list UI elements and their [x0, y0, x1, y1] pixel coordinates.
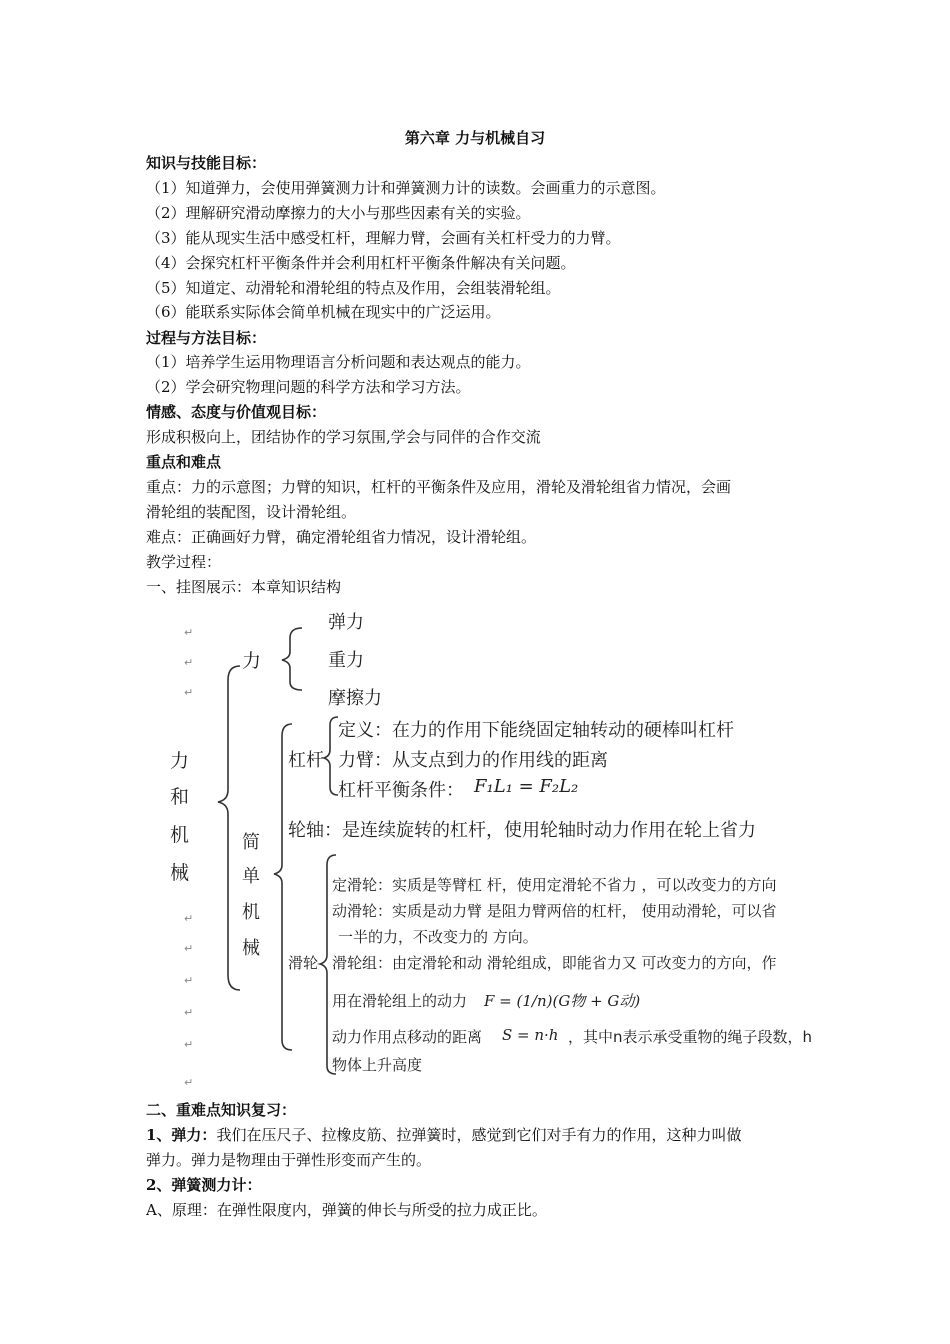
- paragraph-mark: ↵: [184, 626, 194, 639]
- elastic-label: 1、弹力：: [146, 1126, 217, 1144]
- paragraph-mark: ↵: [184, 974, 194, 987]
- pulley-item: 动力作用点移动的距离: [332, 1028, 483, 1046]
- spring-heading: 2、弹簧测力计：: [146, 1176, 262, 1194]
- force-item: 弹力: [328, 612, 364, 633]
- process-item: （1）培养学生运用物理语言分析问题和表达观点的能力。: [146, 353, 531, 371]
- principle-text: A、原理：在弹性限度内，弹簧的伸长与所受的拉力成正比。: [146, 1201, 547, 1219]
- knowledge-item: （4）会探究杠杆平衡条件并会利用杠杆平衡条件解决有关问题。: [146, 254, 576, 272]
- lever-brace: [324, 717, 338, 795]
- part2-heading: 二、重难点知识复习：: [146, 1101, 297, 1119]
- knowledge-structure-diagram: [140, 600, 860, 1100]
- pulley-item: 滑轮组：由定滑轮和动 滑轮组成，即能省力又 可改变力的方向，作: [332, 954, 777, 972]
- elastic-text2: 弹力。弹力是物理由于弹性形变而产生的。: [146, 1151, 432, 1169]
- knowledge-item: （5）知道定、动滑轮和滑轮组的特点及作用，会组装滑轮组。: [146, 279, 561, 297]
- root-char: 械: [170, 862, 190, 884]
- elastic-text: 我们在压尺子、拉橡皮筋、拉弹簧时，感觉到它们对手有力的作用，这种力叫做: [216, 1126, 742, 1144]
- force-item: 重力: [328, 650, 364, 671]
- root-char: 力: [170, 750, 190, 772]
- pulley-item: 物体上升高度: [332, 1056, 423, 1074]
- page-title: 第六章 力与机械自习: [404, 129, 546, 147]
- root-char: 机: [170, 824, 190, 846]
- knowledge-item: （2）理解研究滑动摩擦力的大小与那些因素有关的实验。: [146, 204, 531, 222]
- emotion-heading: 情感、态度与价值观目标：: [146, 403, 327, 421]
- force-item: 摩擦力: [328, 688, 382, 709]
- wheel-axle-text: 轮轴：是连续旋转的杠杆，使用轮轴时动力作用在轮上省力: [288, 820, 756, 841]
- pulley-label: 滑轮: [288, 954, 319, 972]
- root-char: 和: [170, 786, 190, 808]
- simple-char: 单: [242, 866, 260, 887]
- paragraph-mark: ↵: [184, 1076, 194, 1089]
- pulley-formula: F = (1/n)(G物 + G动): [484, 992, 641, 1010]
- paragraph-mark: ↵: [184, 1038, 194, 1051]
- pulley-item: 用在滑轮组上的动力: [332, 992, 468, 1010]
- simple-char: 简: [242, 832, 260, 853]
- knowledge-item: （3）能从现实生活中感受杠杆，理解力臂，会画有关杠杆受力的力臂。: [146, 229, 621, 247]
- pulley-item: 动滑轮：实质是动力臂 是阻力臂两倍的杠杆， 使用动滑轮，可以省: [332, 902, 777, 920]
- simple-brace: [274, 724, 292, 1050]
- lever-label: 杠杆: [288, 750, 324, 771]
- lever-item: 杠杆平衡条件：: [338, 780, 464, 801]
- emotion-text: 形成积极向上，团结协作的学习氛围,学会与同伴的合作交流: [146, 428, 541, 446]
- paragraph-mark: ↵: [184, 656, 194, 669]
- part1-heading: 一、挂图展示：本章知识结构: [146, 578, 342, 596]
- paragraph-mark: ↵: [184, 1006, 194, 1019]
- lever-item: 定义：在力的作用下能绕固定轴转动的硬棒叫杠杆: [338, 720, 734, 741]
- simple-char: 械: [242, 938, 260, 959]
- distance-note: ，其中n表示承受重物的绳子段数，h: [568, 1028, 813, 1046]
- pulley-item: 定滑轮：实质是等臂杠 杆，使用定滑轮不省力 ，可以改变力的方向: [332, 876, 777, 894]
- root-brace: [218, 666, 240, 990]
- paragraph-mark: ↵: [184, 686, 194, 699]
- process-label: 教学过程：: [146, 553, 222, 571]
- difficulty-text: 难点：正确画好力臂，确定滑轮组省力情况，设计滑轮组。: [146, 528, 537, 546]
- process-heading: 过程与方法目标：: [146, 329, 267, 347]
- process-item: （2）学会研究物理问题的科学方法和学习方法。: [146, 378, 471, 396]
- key-heading: 重点和难点: [146, 453, 222, 471]
- paragraph-mark: ↵: [184, 912, 194, 925]
- knowledge-item: （6）能联系实际体会简单机械在现实中的广泛运用。: [146, 303, 501, 321]
- knowledge-item: （1）知道弹力，会使用弹簧测力计和弹簧测力计的读数。会画重力的示意图。: [146, 179, 666, 197]
- pulley-item: 一半的力，不改变力的 方向。: [338, 928, 538, 946]
- paragraph-mark: ↵: [184, 942, 194, 955]
- force-label: 力: [242, 650, 262, 672]
- key-points-line2: 滑轮组的装配图，设计滑轮组。: [146, 503, 357, 521]
- force-brace: [282, 628, 302, 690]
- distance-formula: S = n·h: [502, 1026, 559, 1044]
- simple-char: 机: [242, 902, 260, 923]
- lever-item: 力臂：从支点到力的作用线的距离: [338, 750, 608, 771]
- elastic-line: [146, 1125, 741, 1145]
- knowledge-heading: 知识与技能目标：: [146, 154, 267, 172]
- lever-formula: F₁L₁ = F₂L₂: [474, 776, 579, 797]
- key-points-line1: 重点：力的示意图；力臂的知识，杠杆的平衡条件及应用，滑轮及滑轮组省力情况，会画: [146, 478, 732, 496]
